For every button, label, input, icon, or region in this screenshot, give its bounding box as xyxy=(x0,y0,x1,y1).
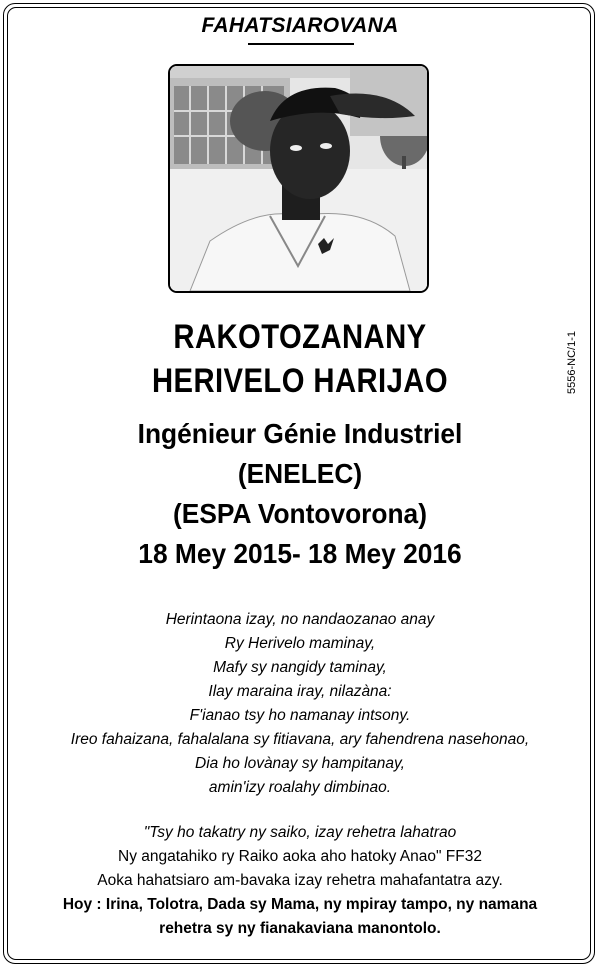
poem-line: Mafy sy nangidy taminay, xyxy=(213,659,387,676)
closing-line: Aoka hahatsiaro am-bavaka izay rehetra mahafantatra azy. xyxy=(97,872,503,889)
poem-line: Ry Herivelo maminay, xyxy=(224,635,376,652)
employer: (ENELEC) xyxy=(237,458,363,489)
name-line-1: RAKOTOZANANY xyxy=(173,318,427,356)
poem-line: Dia ho lovànay sy hampitanay, xyxy=(195,755,405,772)
verse-line: "Tsy ho takatry ny saiko, izay rehetra lahatrao xyxy=(143,824,457,841)
portrait-illustration xyxy=(170,66,427,291)
poem-line: Herintaona izay, no nandaozanao anay xyxy=(165,611,435,628)
verse-line: Ny angatahiko ry Raiko aoka aho hatoky Anao" FF32 xyxy=(118,848,482,865)
portrait-photo xyxy=(168,64,429,293)
poem-line: Ireo fahaizana, fahalalana sy fitiavana, ary fahendrena nasehonao, xyxy=(70,731,530,748)
signature-line-2: rehetra sy ny fianakaviana manontolo. xyxy=(159,920,441,937)
header-underline xyxy=(248,43,354,45)
poem-line: F'ianao tsy ho namanay intsony. xyxy=(189,707,411,724)
profession: Ingénieur Génie Industriel xyxy=(137,418,463,449)
poem-line: amin'izy roalahy dimbinao. xyxy=(208,779,392,796)
signature-line-1: Hoy : Irina, Tolotra, Dada sy Mama, ny mpiray tampo, ny namana xyxy=(62,896,538,913)
school: (ESPA Vontovorona) xyxy=(173,498,427,529)
memorial-dates: 18 Mey 2015- 18 Mey 2016 xyxy=(138,538,462,569)
reference-code: 5556-NC/1-1 xyxy=(566,331,578,394)
poem-line: Ilay maraina iray, nilazàna: xyxy=(208,683,392,700)
header-title: FAHATSIAROVANA xyxy=(201,14,399,37)
name-line-2: HERIVELO HARIJAO xyxy=(151,362,449,400)
